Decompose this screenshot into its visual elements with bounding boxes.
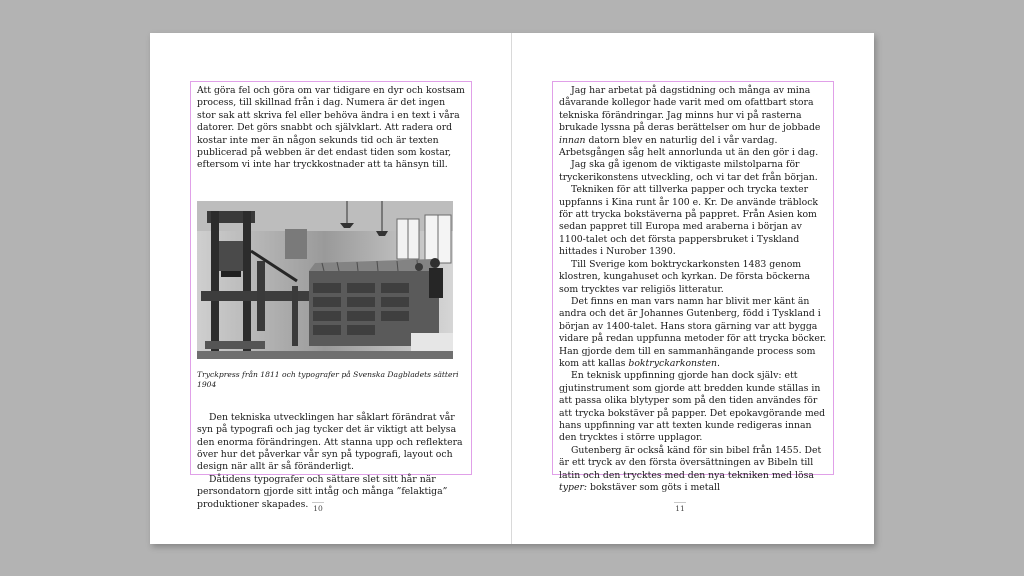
figure-caption: Tryckpress från 1811 och typografer på Svenska Dagbladets sätteri 1904 xyxy=(197,369,459,389)
page-number-right: 11 xyxy=(675,504,685,513)
photo-illustration xyxy=(197,201,453,359)
left-paragraph-3: Dåtidens typografer och sättare slet sitt hår när persondatorn gjorde sitt intåg och många ”felaktiga” produktioner skapades. xyxy=(197,473,448,510)
book-spread xyxy=(150,33,874,544)
right-paragraph-5: Det finns en man vars namn har blivit mer känt än andra och det är Johannes Gutenberg, född i Tyskland i början av 1400-talet. Hans stora gärning var att bygga vidare på redan uppfunna metoder för att trycka böcker. Han gjorde dem till en sammanhängande process som kom att kallas boktryckarkonsten. xyxy=(559,295,827,369)
right-text-frame xyxy=(552,81,834,493)
left-paragraph-2: Den tekniska utvecklingen har såklart förändrat vår syn på typografi och jag tycker det är viktigt att belysa den enorma förändringen. Att stanna upp och reflektera över hur det påverkar vår syn på typografi, layout och design när allt är så föränderligt. xyxy=(197,411,463,473)
right-paragraph-2: Jag ska gå igenom de viktigaste milstolparna för tryckerikonstens utveckling, och vi tar det från början. xyxy=(559,159,818,183)
right-page xyxy=(512,33,874,544)
right-paragraph-7: Gutenberg är också känd för sin bibel från 1455. Det är ett tryck av den första översättningen av Bibeln till latin och den trycktes med den nya tekniken med lösa typer: bokstäver som göts i metall xyxy=(559,444,822,493)
left-page xyxy=(150,33,511,544)
left-paragraph-1: Att göra fel och göra om var tidigare en dyr och kostsam process, till skillnad från i dag. Numera är det ingen stor sak att skriva fel eller behöva ändra i en text i våra datorer. Det görs snabbt och självklart. Att radera ord kostar inte mer än någon sekunds tid och är texten publicerad på webben är det endast tiden som kostar, eftersom vi inte har tryckkostnader att ta hänsyn till. xyxy=(197,85,465,171)
right-paragraph-6: En teknisk uppfinning gjorde han dock själv: ett gjutinstrument som gjorde att bredden kunde ställas in att passa olika blytyper som på den tiden användes för att trycka bokstäver på papper. Det epokavgörande med hans uppfinning var att texten kunde redigeras innan den trycktes i större upplagor. xyxy=(559,370,826,444)
page-number-left: 10 xyxy=(313,504,323,513)
right-paragraph-3: Tekniken för att tillverka papper och trycka texter uppfanns i Kina runt år 100 e. Kr. De använde träblock för att trycka bokstäverna på pappret. Från Asien kom sedan pappret till Europa med araberna i början av 1100-talet och det första pappersbruket i Tyskland hittades i Nurober 1390. xyxy=(559,184,819,258)
right-paragraph-4: Till Sverige kom boktryckarkonsten 1483 genom klostren, kungahuset och kyrkan. De första böckerna som trycktes var religiös litteratur. xyxy=(559,258,811,295)
printing-press-photo xyxy=(197,201,453,359)
right-paragraph-1: Jag har arbetat på dagstidning och många av mina dåvarande kollegor hade varit med om ofattbart stora tekniska förändringar. Jag minns hur vi på rasterna brukade lyssna på deras berättelser om hur de jobbade innan datorn blev en naturlig del i vår vardag. Arbetsgången såg helt annorlunda ut än den gör i dag. xyxy=(559,85,821,159)
